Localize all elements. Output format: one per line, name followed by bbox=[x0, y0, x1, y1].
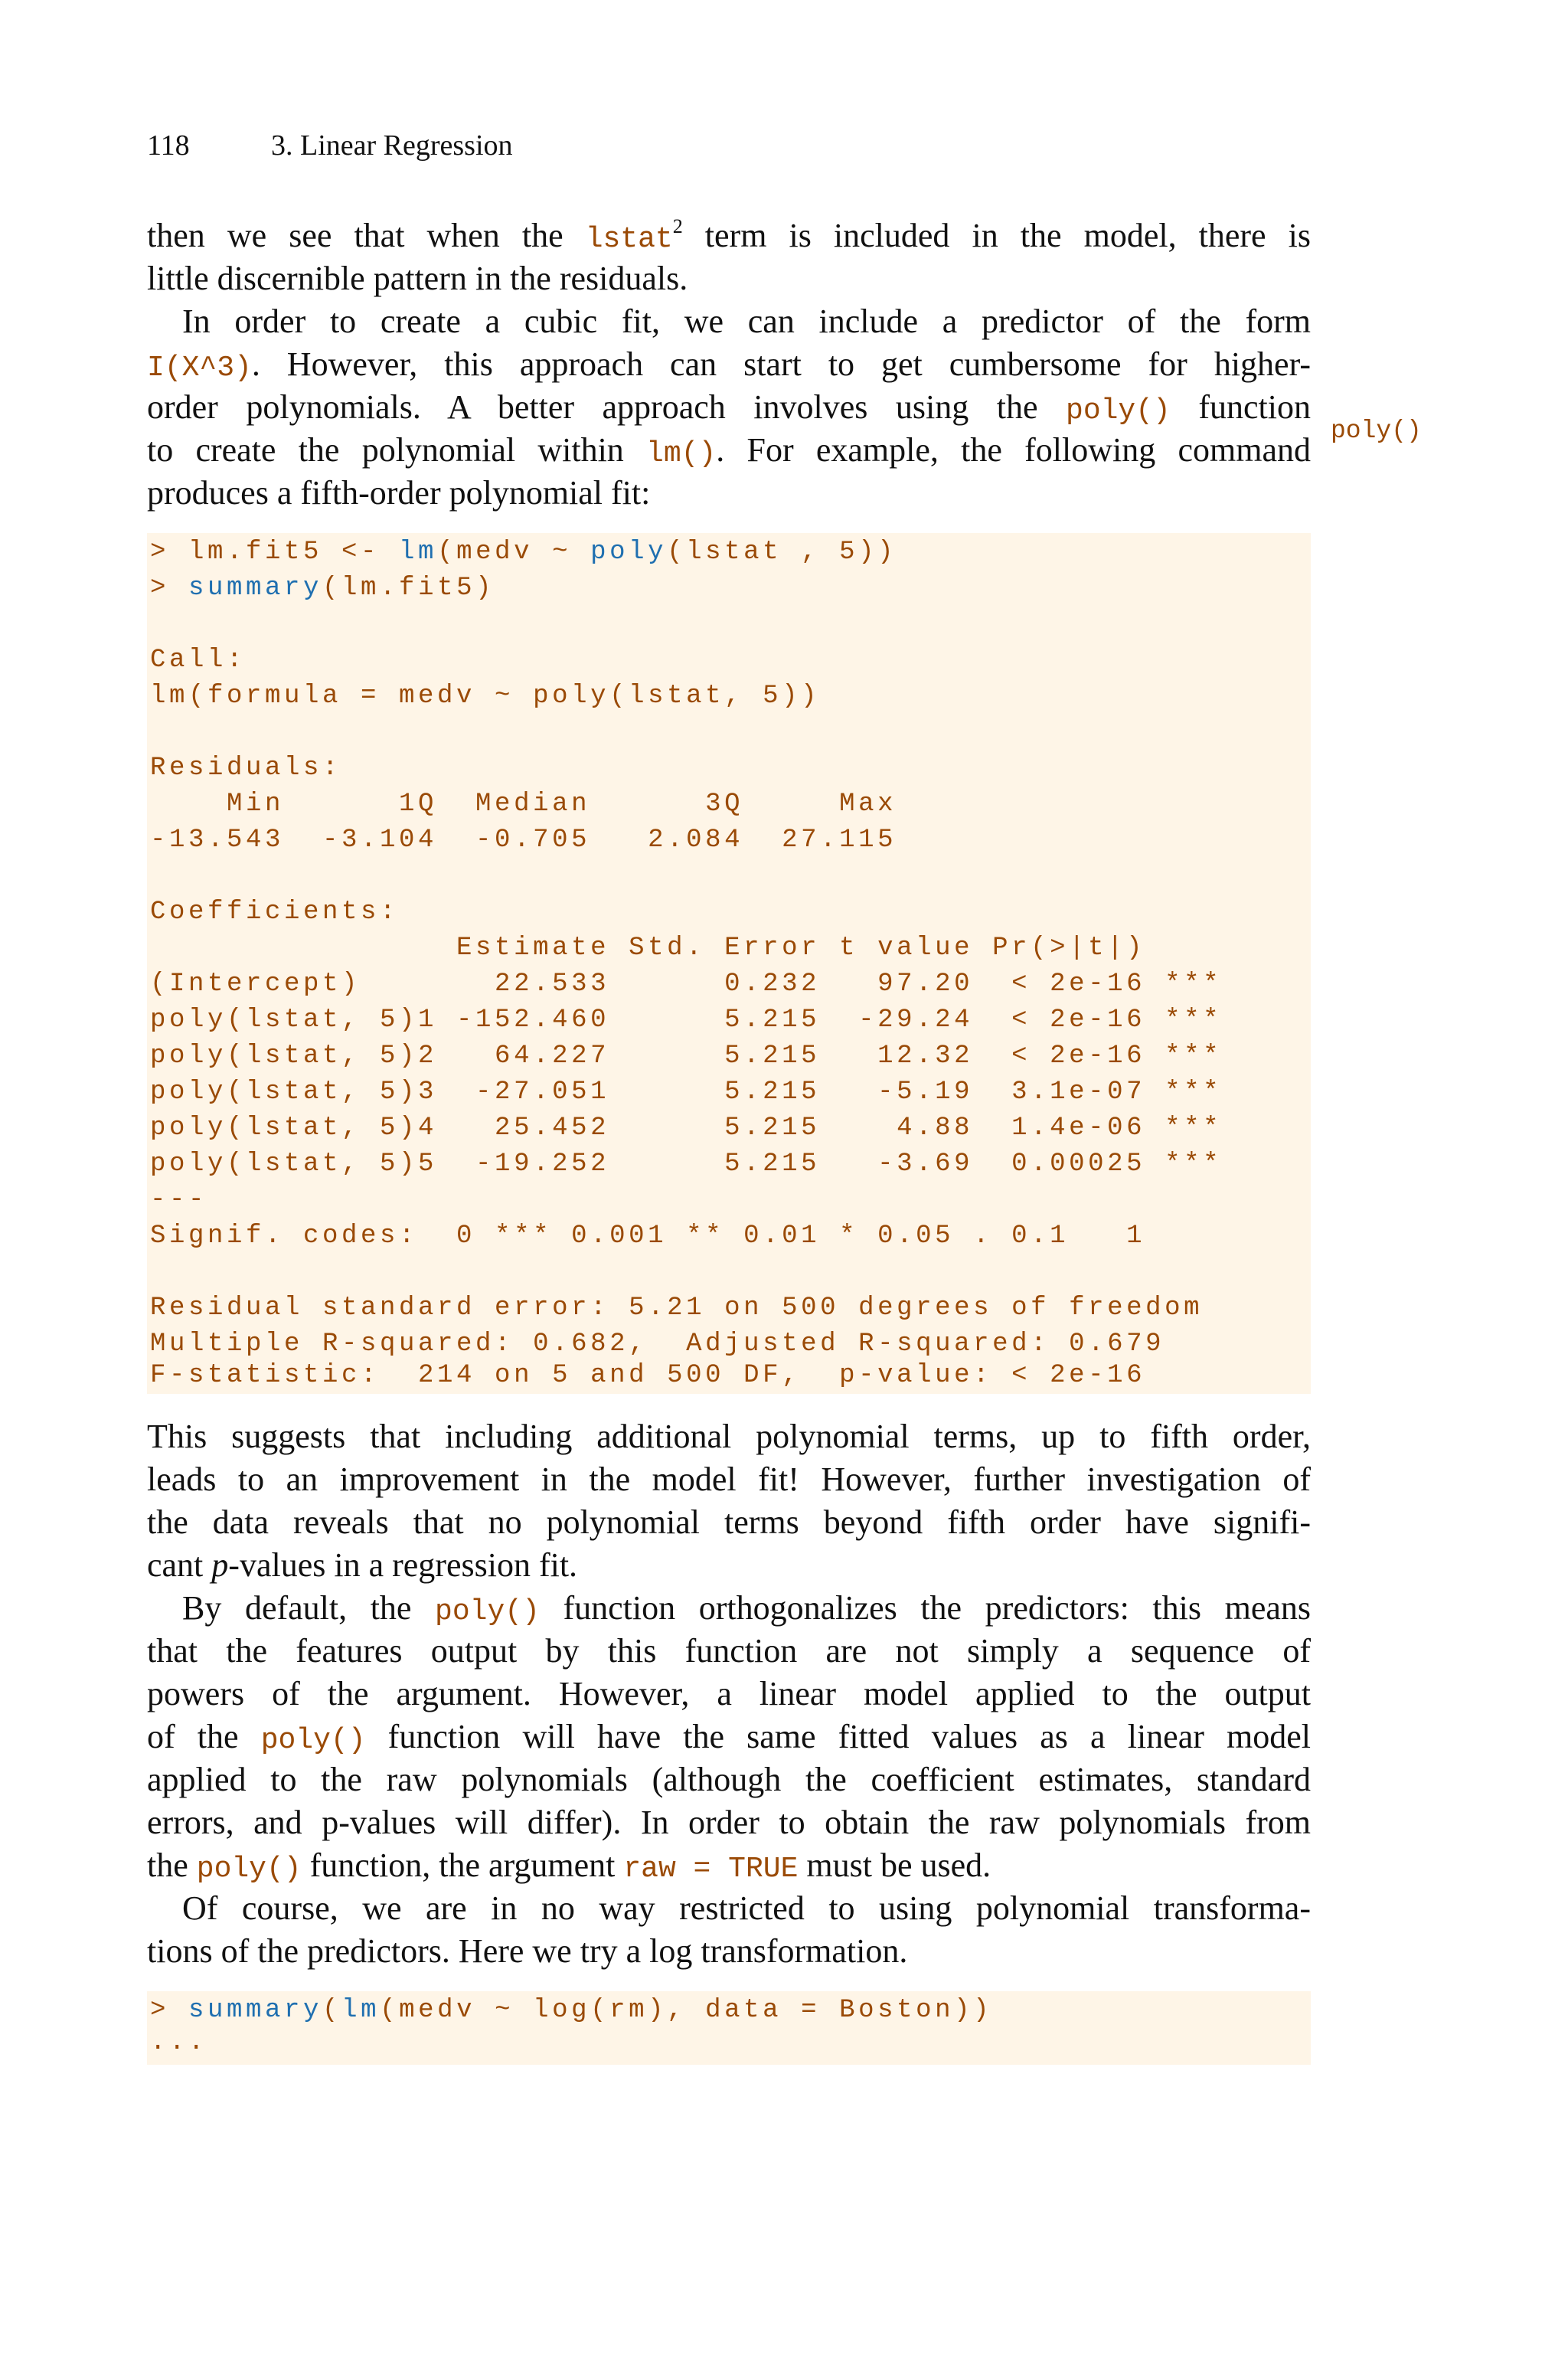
text-line: that the features output by this function are not simply a sequence of bbox=[147, 1632, 1311, 1670]
inline-code: lm() bbox=[646, 437, 717, 470]
text: -values in a regression fit. bbox=[228, 1546, 578, 1584]
text: . For example, the following command bbox=[716, 431, 1311, 469]
text-line bbox=[147, 1587, 1311, 1630]
inline-code: poly() bbox=[196, 1853, 302, 1886]
inline-code: raw = TRUE bbox=[623, 1853, 799, 1886]
inline-code: lstat bbox=[585, 223, 673, 256]
text: function bbox=[1170, 388, 1311, 426]
coef-row: poly(lstat, 5)2 64.227 5.215 12.32 < 2e-16 *** bbox=[150, 1042, 1223, 1071]
code-line: ... bbox=[150, 2028, 208, 2057]
text: term is included in the model, there is bbox=[682, 217, 1311, 254]
text-line: little discernible pattern in the residuals. bbox=[147, 260, 688, 297]
code-text: > lm.fit5 <- bbox=[150, 538, 400, 567]
text: By default, the bbox=[182, 1589, 436, 1627]
code-line: lm(formula = medv ~ poly(lstat, 5)) bbox=[150, 682, 821, 711]
text-line bbox=[147, 386, 1311, 429]
code-text: ( bbox=[322, 1996, 342, 2025]
code-line bbox=[150, 535, 897, 571]
coef-row: poly(lstat, 5)4 25.452 5.215 4.88 1.4e-06 *** bbox=[150, 1114, 1223, 1143]
code-text: > bbox=[150, 574, 189, 603]
inline-code: I(X^3) bbox=[147, 352, 252, 384]
code-line: Min 1Q Median 3Q Max bbox=[150, 790, 897, 819]
code-text: (lm.fit5) bbox=[322, 574, 495, 603]
text-line: applied to the raw polynomials (although the coefficient estimates, standard bbox=[147, 1761, 1311, 1798]
code-line: Residual standard error: 5.21 on 500 degrees of freedom bbox=[150, 1294, 1204, 1323]
code-text: (medv ~ log(rm), data = Boston)) bbox=[380, 1996, 993, 2025]
inline-code: poly() bbox=[435, 1595, 540, 1628]
text-line bbox=[147, 1544, 1311, 1587]
code-text: > bbox=[150, 1996, 189, 2025]
text-line: the data reveals that no polynomial terms beyond fifth order have signifi- bbox=[147, 1503, 1311, 1541]
text-line bbox=[147, 214, 1311, 257]
text-line bbox=[147, 1716, 1311, 1758]
code-line: Signif. codes: 0 *** 0.001 ** 0.01 * 0.05 . 0.1 1 bbox=[150, 1222, 1146, 1251]
function-name: summary bbox=[188, 1996, 323, 2025]
text: must be used. bbox=[798, 1846, 991, 1884]
coef-row: (Intercept) 22.533 0.232 97.20 < 2e-16 *** bbox=[150, 970, 1223, 999]
text-line: leads to an improvement in the model fit! However, further investigation of bbox=[147, 1460, 1311, 1498]
function-name: lm bbox=[341, 1996, 381, 2025]
text-line: powers of the argument. However, a linear model applied to the output bbox=[147, 1675, 1311, 1712]
coef-row: poly(lstat, 5)1 -152.460 5.215 -29.24 < 2e-16 *** bbox=[150, 1006, 1223, 1035]
chapter-title: 3. Linear Regression bbox=[271, 129, 513, 162]
text: function will have the same fitted values as a linear model bbox=[365, 1718, 1311, 1755]
code-line: Coefficients: bbox=[150, 898, 400, 927]
text: . However, this approach can start to get cumbersome for higher- bbox=[251, 345, 1311, 383]
coef-row: poly(lstat, 5)5 -19.252 5.215 -3.69 0.00025 *** bbox=[150, 1150, 1223, 1179]
function-name: lm bbox=[399, 538, 438, 567]
text: cant bbox=[147, 1546, 212, 1584]
code-line bbox=[150, 1993, 992, 2029]
text-line bbox=[147, 1844, 1311, 1887]
text-line: tions of the predictors. Here we try a log transformation. bbox=[147, 1932, 908, 1970]
code-text: (medv ~ bbox=[437, 538, 591, 567]
text-line: In order to create a cubic fit, we can include a predictor of the form bbox=[182, 303, 1311, 340]
text-line bbox=[147, 343, 1311, 386]
text: order polynomials. A better approach involves using the bbox=[147, 388, 1067, 426]
code-line: --- bbox=[150, 1186, 208, 1215]
code-line: Residuals: bbox=[150, 754, 342, 783]
code-block-poly-fit bbox=[147, 533, 1311, 1394]
function-name: poly bbox=[590, 538, 668, 567]
text: function orthogonalizes the predictors: this means bbox=[539, 1589, 1311, 1627]
text: function, the argument bbox=[301, 1846, 624, 1884]
code-text: (lstat , 5)) bbox=[667, 538, 897, 567]
running-header bbox=[147, 129, 513, 162]
code-line bbox=[150, 571, 495, 607]
code-line: Call: bbox=[150, 646, 247, 675]
inline-code: poly() bbox=[1066, 394, 1171, 427]
text-line: produces a fifth-order polynomial fit: bbox=[147, 474, 651, 512]
coef-row: poly(lstat, 5)3 -27.051 5.215 -5.19 3.1e-07 *** bbox=[150, 1078, 1223, 1107]
text: then we see that when the bbox=[147, 217, 586, 254]
text: the bbox=[147, 1846, 197, 1884]
text: of the bbox=[147, 1718, 261, 1755]
superscript: 2 bbox=[672, 215, 683, 237]
code-block-log-transform bbox=[147, 1991, 1311, 2065]
text-line: This suggests that including additional polynomial terms, up to fifth order, bbox=[147, 1418, 1311, 1455]
code-line: -13.543 -3.104 -0.705 2.084 27.115 bbox=[150, 826, 897, 855]
function-name: summary bbox=[188, 574, 323, 603]
text: to create the polynomial within bbox=[147, 431, 647, 469]
code-line: F-statistic: 214 on 5 and 500 DF, p-value: < 2e-16 bbox=[150, 1361, 1146, 1390]
page-number: 118 bbox=[147, 129, 190, 162]
code-line: Multiple R-squared: 0.682, Adjusted R-squared: 0.679 bbox=[150, 1330, 1165, 1359]
margin-note-poly: poly() bbox=[1331, 417, 1422, 445]
text-line bbox=[147, 429, 1311, 472]
text-line: Of course, we are in no way restricted to using polynomial transforma- bbox=[182, 1889, 1311, 1927]
italic-text: p bbox=[211, 1546, 229, 1584]
code-line: Estimate Std. Error t value Pr(>|t|) bbox=[150, 934, 1146, 963]
inline-code: poly() bbox=[260, 1724, 366, 1757]
text-line: errors, and p-values will differ). In order to obtain the raw polynomials from bbox=[147, 1804, 1311, 1841]
